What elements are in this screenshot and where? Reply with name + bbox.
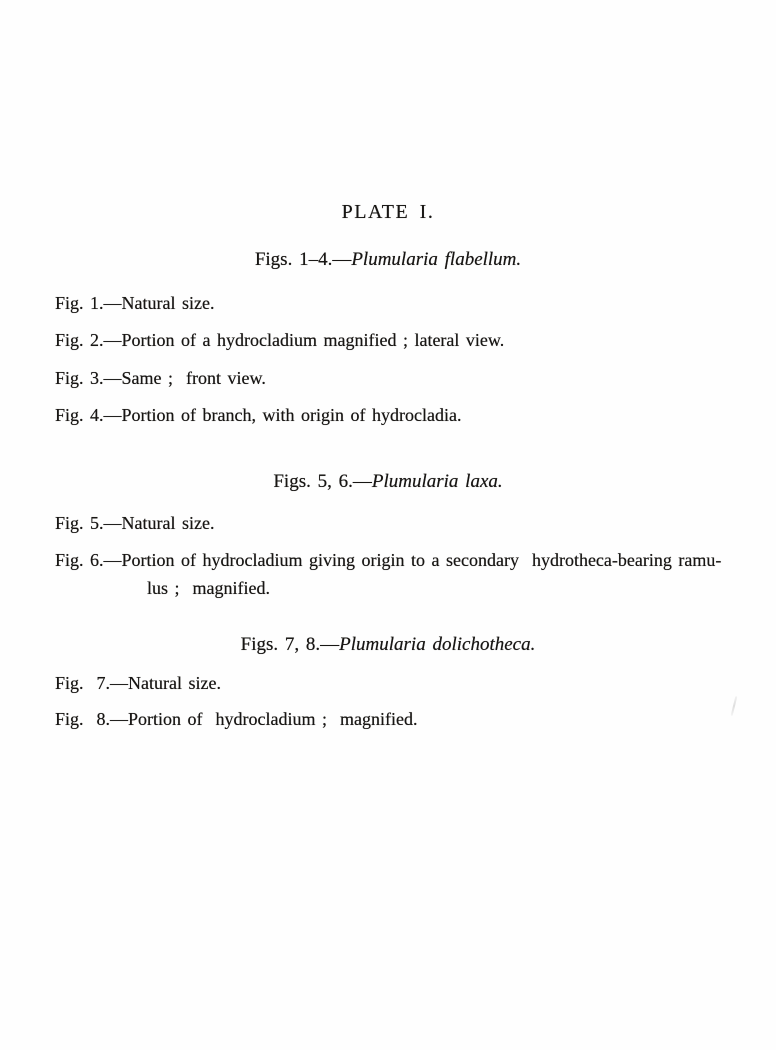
figure-caption-7: Fig. 7.—Natural size. [55,673,221,693]
figure-caption-1: Fig. 1.—Natural size. [55,293,215,313]
section-heading-prefix: Figs. 7, 8.— [240,634,340,655]
scan-artifact-mark [731,696,738,716]
figure-caption-6-line-1: Fig. 6.—Portion of hydrocladium giving origin to a secondary hydrotheca-bearing ramu- [55,550,722,570]
species-name-laxa: Plumularia laxa. [371,471,503,492]
figure-caption-8: Fig. 8.—Portion of hydrocladium ; magnified. [55,709,418,729]
figure-caption-4: Fig. 4.—Portion of branch, with origin of hydrocladia. [55,405,462,425]
figure-caption-3: Fig. 3.—Same ; front view. [55,368,266,388]
figure-caption-6-line-2: lus ; magnified. [147,578,270,598]
species-name-flabellum: Plumularia flabellum. [351,249,522,270]
section-heading-prefix: Figs. 1–4.— [254,249,352,270]
plate-title: PLATE I. [341,201,435,223]
figure-caption-2: Fig. 2.—Portion of a hydrocladium magnified ; lateral view. [55,330,505,350]
section-heading-prefix: Figs. 5, 6.— [273,471,372,492]
section-heading-figs-5-6 [0,471,776,493]
section-heading-figs-7-8 [0,634,776,656]
figure-caption-5: Fig. 5.—Natural size. [55,513,215,533]
species-name-dolichotheca: Plumularia dolichotheca. [339,634,536,655]
section-heading-figs-1-4 [0,249,776,271]
